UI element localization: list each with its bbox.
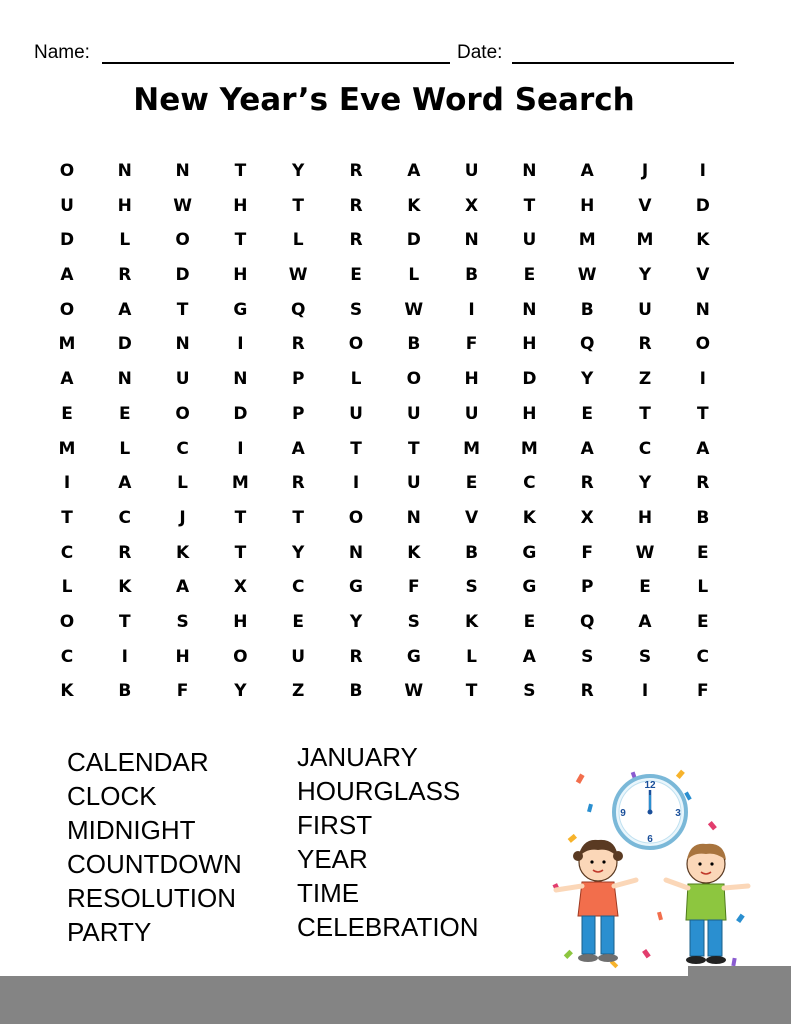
grid-letter: D [522, 369, 537, 390]
word-item: FIRST [297, 810, 373, 840]
grid-letter: N [406, 507, 421, 528]
grid-letter: T [118, 611, 131, 632]
page-title: New Year’s Eve Word Search [133, 82, 635, 118]
grid-letter: Q [579, 334, 595, 355]
grid-letter: B [465, 542, 479, 563]
grid-letter: R [118, 542, 132, 563]
date-line [512, 62, 734, 64]
grid-letter: T [234, 507, 247, 528]
grid-letter: I [63, 473, 71, 494]
grid-letter: A [176, 577, 190, 598]
grid-letter: Y [349, 611, 363, 632]
grid-letter: O [59, 161, 75, 181]
grid-letter: D [117, 334, 132, 355]
grid-letter: T [465, 681, 478, 702]
grid-letter: M [520, 438, 538, 459]
grid-letter: G [349, 577, 363, 598]
grid-letter: E [639, 577, 651, 598]
grid-letter: G [522, 542, 537, 563]
grid-letter: I [352, 473, 360, 494]
grid-letter: K [176, 542, 190, 563]
word-item: MIDNIGHT [67, 815, 196, 845]
grid-letter: N [522, 299, 537, 320]
grid-letter: T [234, 161, 247, 181]
word-item: CLOCK [67, 781, 157, 811]
grid-letter: E [523, 611, 536, 632]
name-label: Name: [34, 42, 90, 63]
grid-letter: W [635, 542, 655, 563]
grid-letter: L [61, 577, 73, 598]
grid-letter: B [118, 681, 132, 702]
grid-letter: U [522, 230, 537, 251]
grid-letter: R [349, 161, 363, 181]
word-item: TIME [297, 878, 360, 908]
grid-letter: M [231, 473, 249, 494]
grid-letter: W [404, 299, 424, 320]
grid-letter: U [291, 646, 306, 667]
grid-letter: N [233, 369, 248, 390]
grid-letter: Q [290, 299, 306, 320]
grid-letter: M [636, 230, 654, 251]
grid-letter: W [577, 265, 597, 286]
grid-letter: C [118, 507, 132, 528]
grid-letter: P [291, 369, 305, 390]
grid-letter: M [578, 230, 596, 251]
grid-letter: T [696, 403, 709, 424]
word-item: HOURGLASS [297, 776, 461, 806]
grid-letter: V [638, 195, 652, 216]
grid-letter: R [118, 265, 132, 286]
grid-letter: R [580, 681, 594, 702]
grid-letter: H [233, 195, 248, 216]
grid-letter: E [523, 265, 536, 286]
grid-letter: D [233, 403, 248, 424]
clock-number-3: 3 [675, 808, 681, 819]
grid-letter: M [58, 438, 76, 459]
new-year-clipart [548, 764, 758, 974]
grid-letter: O [695, 334, 711, 355]
grid-letter: H [233, 611, 248, 632]
grid-letter: L [408, 265, 420, 286]
grid-letter: F [465, 334, 478, 355]
grid-letter: V [696, 265, 710, 286]
clock-number-12: 12 [644, 780, 656, 791]
grid-letter: K [465, 611, 479, 632]
grid-letter: I [641, 681, 649, 702]
grid-letter: L [350, 369, 362, 390]
grid-letter: K [696, 230, 710, 251]
grid-letter: I [468, 299, 475, 320]
grid-letter: T [234, 542, 247, 563]
grid-letter: E [350, 265, 362, 286]
grid-letter: C [60, 646, 74, 667]
grid-letter: G [406, 646, 421, 667]
grid-letter: U [406, 403, 421, 424]
grid-letter: A [638, 611, 652, 632]
grid-letter: H [233, 265, 248, 286]
grid-letter: R [291, 334, 305, 355]
grid-letter: R [696, 473, 710, 494]
grid-letter: P [580, 577, 594, 598]
grid-letter: O [175, 230, 190, 251]
grid-letter: K [407, 542, 421, 563]
girl-figure [556, 840, 636, 962]
grid-letter: A [60, 265, 74, 286]
grid-letter: U [638, 299, 652, 320]
grid-letter: L [466, 646, 478, 667]
grid-letter: J [641, 161, 649, 181]
grid-letter: A [580, 438, 594, 459]
word-item: RESOLUTION [67, 883, 237, 913]
grid-letter: T [292, 507, 304, 528]
grid-letter: K [407, 195, 421, 216]
grid-letter: E [118, 403, 131, 424]
grid-letter: Y [292, 542, 305, 563]
grid-letter: N [175, 334, 190, 355]
grid-letter: O [59, 299, 75, 320]
grid-letter: M [463, 438, 481, 459]
grid-letter: O [406, 369, 422, 390]
word-item: YEAR [297, 844, 368, 874]
grid-letter: O [348, 507, 364, 528]
grid-letter: E [696, 611, 709, 632]
grid-letter: L [292, 230, 304, 251]
grid-letter: T [292, 195, 304, 216]
grid-letter: G [522, 577, 537, 598]
footer-bar [0, 976, 791, 1024]
grid-letter: M [58, 334, 76, 355]
grid-letter: F [581, 542, 593, 563]
grid-letter: A [291, 438, 305, 459]
grid-letter: B [696, 507, 710, 528]
word-item: PARTY [67, 917, 152, 947]
grid-letter: N [117, 161, 132, 181]
grid-letter: F [176, 681, 189, 702]
grid-letter: Y [638, 473, 652, 494]
grid-letter: A [580, 161, 594, 181]
grid-letter: R [638, 334, 652, 355]
grid-letter: T [639, 403, 651, 424]
grid-letter: L [119, 438, 131, 459]
grid-letter: S [638, 646, 652, 667]
grid-letter: Y [234, 681, 247, 702]
grid-letter: S [407, 611, 420, 632]
grid-letter: Y [292, 161, 305, 181]
grid-letter: A [118, 473, 132, 494]
grid-letter: Z [638, 369, 652, 390]
grid-letter: I [699, 369, 706, 390]
grid-letter: D [695, 195, 710, 216]
grid-letter: Q [579, 611, 595, 632]
grid-letter: T [350, 438, 362, 459]
word-item: CELEBRATION [297, 912, 479, 942]
grid-letter: Y [581, 369, 594, 390]
grid-letter: T [61, 507, 73, 528]
grid-letter: X [580, 507, 594, 528]
grid-letter: E [696, 542, 709, 563]
grid-letter: S [176, 611, 189, 632]
grid-letter: B [465, 265, 479, 286]
grid-letter: A [407, 161, 421, 181]
grid-letter: S [523, 681, 536, 702]
grid-letter: T [407, 438, 420, 459]
grid-letter: V [465, 507, 479, 528]
grid-letter: S [349, 299, 363, 320]
grid-letter: J [179, 507, 186, 528]
grid-letter: C [696, 646, 710, 667]
grid-letter: U [349, 403, 363, 424]
grid-letter: I [237, 334, 244, 355]
grid-letter: B [580, 299, 594, 320]
grid-letter: P [291, 403, 305, 424]
word-item: COUNTDOWN [67, 849, 242, 879]
name-date-header [34, 42, 744, 70]
grid-letter: D [175, 265, 190, 286]
grid-letter: O [233, 646, 248, 667]
grid-letter: C [523, 473, 536, 494]
grid-letter: Z [292, 681, 305, 702]
grid-letter: N [348, 542, 364, 563]
grid-letter: F [696, 681, 709, 702]
grid-letter: H [522, 403, 537, 424]
grid-letter: C [176, 438, 189, 459]
grid-letter: H [522, 334, 537, 355]
grid-letter: D [59, 230, 75, 251]
grid-letter: B [349, 681, 363, 702]
grid-letter: S [465, 577, 478, 598]
grid-letter: W [173, 195, 192, 216]
word-item: CALENDAR [67, 747, 209, 777]
clock [614, 776, 686, 848]
grid-letter: W [288, 265, 308, 286]
grid-letter: N [522, 161, 537, 181]
grid-letter: W [404, 681, 424, 702]
grid-letter: X [233, 577, 247, 598]
grid-letter: D [406, 230, 421, 251]
grid-letter: O [59, 611, 75, 632]
grid-letter: H [637, 507, 653, 528]
grid-letter: L [697, 577, 709, 598]
kids-clock-illustration [548, 764, 758, 974]
grid-letter: K [118, 577, 132, 598]
grid-letter: A [60, 369, 74, 390]
grid-letter: E [61, 403, 73, 424]
grid-letter: T [234, 230, 247, 251]
word-item: JANUARY [297, 742, 418, 772]
grid-letter: U [464, 403, 479, 424]
grid-letter: F [407, 577, 420, 598]
grid-letter: T [176, 299, 189, 320]
grid-letter: K [60, 681, 74, 702]
grid-letter: R [291, 473, 305, 494]
grid-letter: U [60, 195, 74, 216]
boy-figure [666, 844, 748, 964]
grid-letter: I [237, 438, 244, 459]
grid-letter: E [292, 611, 304, 632]
clock-number-6: 6 [647, 834, 653, 845]
word-list-left [67, 745, 242, 949]
word-list-right [297, 740, 479, 944]
grid-letter: S [581, 646, 594, 667]
grid-letter: U [175, 369, 190, 390]
grid-letter: L [119, 230, 131, 251]
grid-letter: H [580, 195, 595, 216]
date-label: Date: [457, 42, 503, 63]
grid-letter: E [581, 403, 593, 424]
grid-letter: N [464, 230, 479, 251]
grid-letter: Y [638, 265, 652, 286]
grid-letter: O [348, 334, 364, 355]
clock-number-9: 9 [620, 808, 626, 819]
grid-letter: I [121, 646, 128, 667]
grid-letter: X [465, 195, 479, 216]
grid-letter: A [118, 299, 132, 320]
grid-letter: O [175, 403, 190, 424]
grid-letter: R [349, 646, 363, 667]
grid-letter: N [117, 369, 132, 390]
grid-letter: H [175, 646, 190, 667]
grid-letter: H [117, 195, 132, 216]
grid-letter: N [695, 299, 710, 320]
grid-letter: N [175, 161, 190, 181]
grid-letter: E [465, 473, 478, 494]
grid-letter: C [291, 577, 305, 598]
grid-letter: A [696, 438, 710, 459]
grid-letter: R [349, 230, 363, 251]
grid-letter: B [407, 334, 421, 355]
grid-letter: U [464, 161, 479, 181]
name-line [102, 62, 450, 64]
grid-letter: H [464, 369, 479, 390]
grid-letter: C [60, 542, 74, 563]
grid-letter: R [580, 473, 594, 494]
grid-letter: A [522, 646, 536, 667]
grid-letter: K [522, 507, 536, 528]
grid-letter: U [406, 473, 421, 494]
grid-letter: G [233, 299, 248, 320]
grid-letter: R [349, 195, 363, 216]
grid-letter: T [523, 195, 536, 216]
grid-letter: I [699, 161, 706, 181]
grid-letter: L [177, 473, 189, 494]
grid-letter: C [638, 438, 652, 459]
